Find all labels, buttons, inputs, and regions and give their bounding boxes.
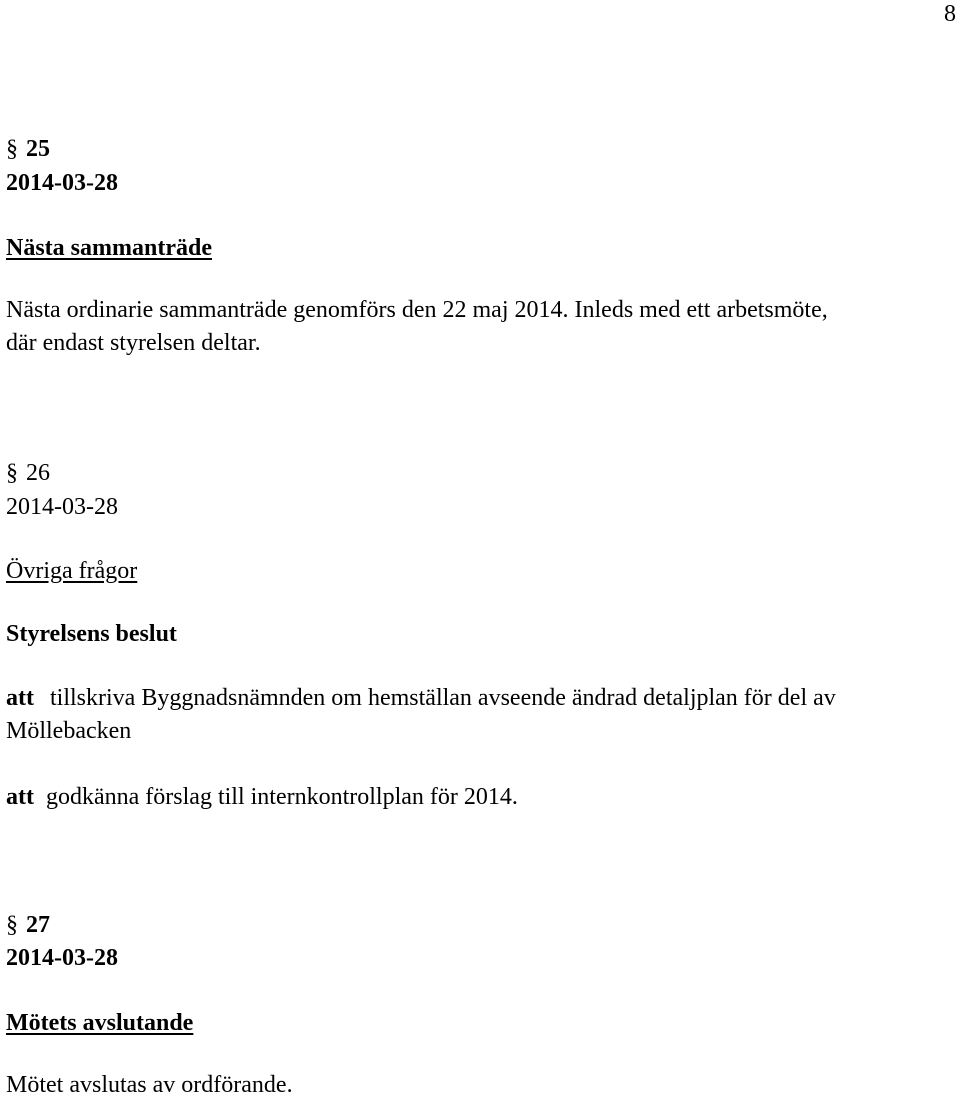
section-26-title: Övriga frågor [6, 558, 138, 584]
section-number: 25 [26, 136, 50, 162]
section-25-date: 2014-03-28 [6, 170, 118, 196]
decision-keyword: att [6, 784, 34, 810]
section-27-title: Mötets avslutande [6, 1010, 194, 1036]
section-symbol: § [6, 136, 18, 162]
section-27-date: 2014-03-28 [6, 945, 118, 971]
section-25-body-line2: där endast styrelsen deltar. [6, 330, 261, 356]
section-number: 26 [26, 460, 50, 486]
section-27-body-line1: Mötet avslutas av ordförande. [6, 1072, 293, 1098]
decision-1-line1 [6, 686, 836, 710]
page-number: 8 [944, 1, 956, 27]
section-27-heading [6, 913, 50, 937]
section-25-body-line1: Nästa ordinarie sammanträde genomförs den 22 maj 2014. Inleds med ett arbetsmöte, [6, 297, 828, 323]
section-26-heading [6, 461, 50, 485]
decision-1-line2: Möllebacken [6, 718, 132, 744]
section-25-title: Nästa sammanträde [6, 235, 212, 261]
section-25-heading [6, 137, 50, 161]
decision-text: godkänna förslag till internkontrollplan för 2014. [46, 784, 518, 810]
decision-2-line1 [6, 785, 518, 809]
decision-text: tillskriva Byggnadsnämnden om hemställan avseende ändrad detaljplan för del av [50, 685, 836, 711]
section-number: 27 [26, 912, 50, 938]
decision-keyword: att [6, 685, 34, 711]
section-26-date: 2014-03-28 [6, 494, 118, 520]
section-symbol: § [6, 912, 18, 938]
section-26-subheading: Styrelsens beslut [6, 621, 177, 647]
section-symbol: § [6, 460, 18, 486]
